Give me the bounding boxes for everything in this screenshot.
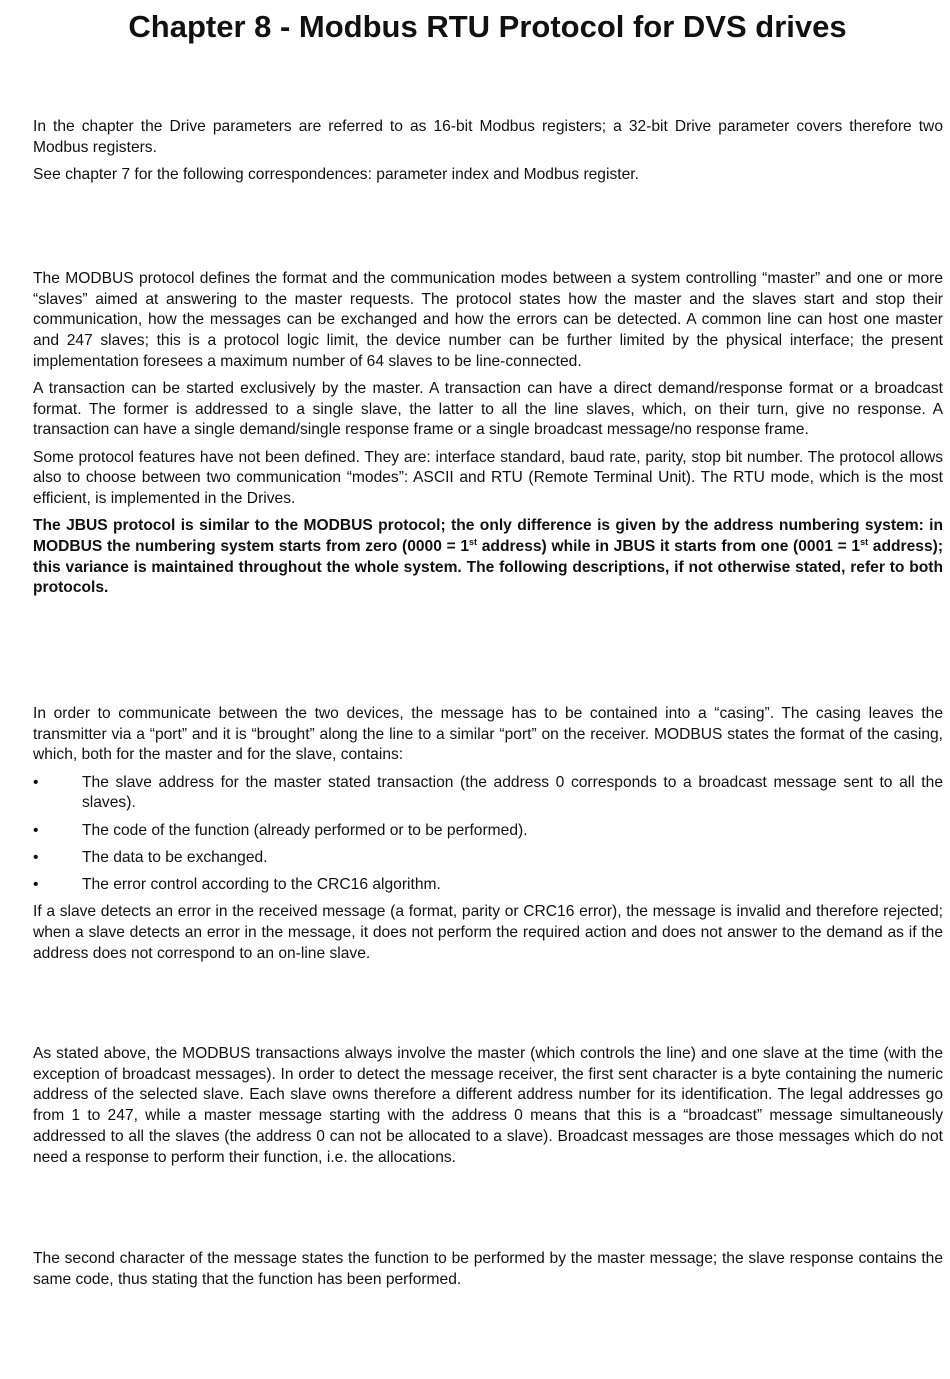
jbus-note-part-2: address) while in JBUS it starts from one (0001 = 1 — [477, 537, 861, 555]
list-item-text: The code of the function (already performed or to be performed). — [82, 821, 528, 839]
protocol-paragraph-2: A transaction can be started exclusively by the master. A transaction can have a direct demand/response format or a broadcast format. The former is addressed to a single slave, the latter to all the line slaves, which, on their turn, give no response. A transaction can have a single demand/single response frame or a single broadcast message/no response frame. — [33, 380, 943, 439]
bullet-symbol: • — [33, 848, 39, 866]
list-item — [33, 875, 943, 896]
list-item-text: The slave address for the master stated transaction (the address 0 corresponds to a broadcast message sent to all the slaves). — [82, 773, 943, 812]
protocol-paragraph-1: The MODBUS protocol defines the format and the communication modes between a system controlling “master” and one or more “slaves” aimed at answering to the master requests. The protocol states how the master and the slaves start and stop their communication, how the messages can be exchanged and how the errors can be detected. A common line can host one master and 247 slaves; this is a protocol logic limit, the device number can be further limited by the physical interface; the present implementation foresees a maximum number of 64 slaves to be line-connected. — [33, 270, 943, 370]
jbus-note — [33, 516, 943, 599]
intro-paragraph-1: In the chapter the Drive parameters are referred to as 16-bit Modbus registers; a 32-bit Drive parameter covers therefore two Modbus registers. — [33, 118, 943, 156]
ordinal-suffix: st — [469, 536, 478, 547]
function-code-section — [33, 1249, 943, 1297]
list-item — [33, 773, 943, 814]
protocol-paragraph-3: Some protocol features have not been defined. They are: interface standard, baud rate, parity, stop bit number. The protocol allows also to choose between two communication “modes”: ASCII and RTU (Remote Terminal Unit). The RTU mode, which is the most efficient, is implemented in the Drives. — [33, 448, 943, 508]
protocol-section — [33, 269, 943, 606]
casing-paragraph-2: If a slave detects an error in the received message (a format, parity or CRC16 error), the message is invalid and therefore rejected; when a slave detects an error in the message, it does not perform the required action and does not answer to the demand as if the address does not correspond to an on-line slave. — [33, 903, 943, 962]
casing-contents-list — [33, 773, 943, 896]
intro-paragraph-2: See chapter 7 for the following correspondences: parameter index and Modbus register. — [33, 165, 639, 183]
jbus-note-part-3: address); this variance is maintained throughout the whole system. The following descriptions, if not otherwise stated, refer to both protocols. — [33, 537, 944, 597]
page-title: Chapter 8 - Modbus RTU Protocol for DVS drives — [128, 9, 847, 44]
address-paragraph: As stated above, the MODBUS transactions always involve the master (which controls the line) and one slave at the time (with the exception of broadcast messages). In order to detect the message receiver, the first sent character is a byte containing the numeric address of the selected slave. Each slave owns therefore a different address number for its identification. The legal addresses go from 1 to 247, while a master message starting with the address 0 means that this is a “broadcast” message simultaneously addressed to all the slaves (the address 0 can not be allocated to a slave). Broadcast messages are those messages which do not need a response to perform their function, i.e. the allocations. — [33, 1045, 943, 1166]
bullet-symbol: • — [33, 821, 39, 839]
address-section — [33, 1044, 943, 1175]
jbus-note-part-1: The JBUS protocol is similar to the MODBUS protocol; the only difference is given by the address numbering system: in MODBUS the numbering system starts from zero (0000 = 1 — [33, 517, 943, 555]
bullet-symbol: • — [33, 875, 39, 893]
list-item — [33, 821, 943, 842]
function-code-paragraph: The second character of the message states the function to be performed by the master message; the slave response contains the same code, thus stating that the function has been performed. — [33, 1250, 943, 1288]
casing-section — [33, 704, 943, 971]
ordinal-suffix: st — [860, 536, 869, 547]
list-item-text: The error control according to the CRC16 algorithm. — [82, 875, 441, 893]
casing-paragraph-1: In order to communicate between the two devices, the message has to be contained into a “casing”. The casing leaves the transmitter via a “port” and it is “brought” along the line to a similar “port” on the receiver. MODBUS states the format of the casing, which, both for the master and for the slave, contains: — [33, 705, 943, 764]
intro-section — [33, 117, 943, 192]
list-item — [33, 848, 943, 869]
bullet-symbol: • — [33, 773, 39, 791]
list-item-text: The data to be exchanged. — [82, 848, 268, 866]
